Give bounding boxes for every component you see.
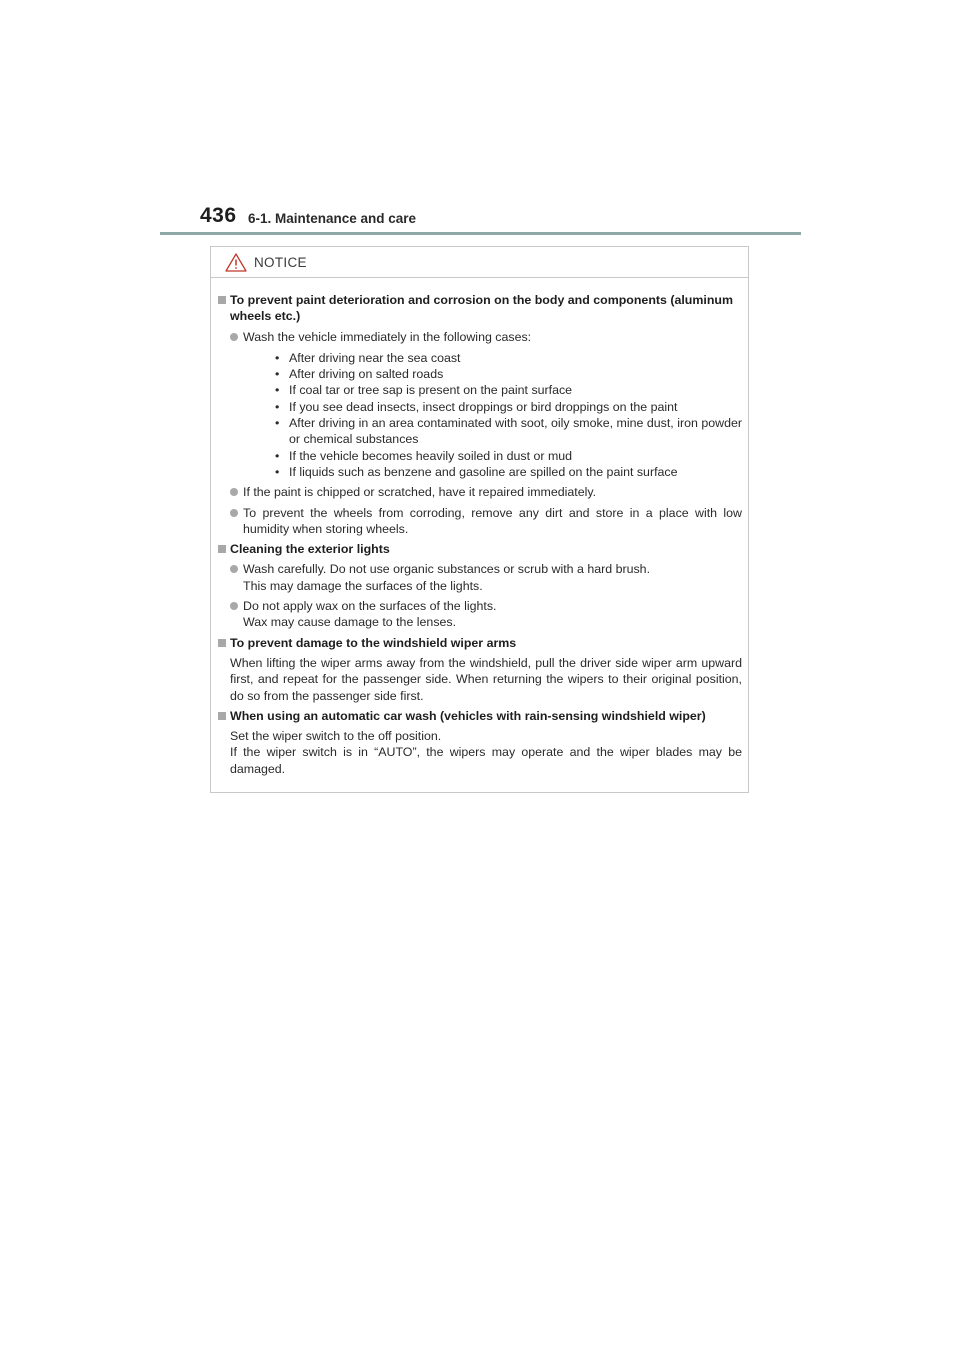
section-heading-text: When using an automatic car wash (vehicles with rain-sensing windshield wiper) [230,708,706,723]
circle-bullet-icon [230,602,238,610]
section-heading [218,708,742,724]
wash-case-item: • If coal tar or tree sap is present on the paint surface [275,383,573,398]
list-item [218,329,742,481]
section-title: 6-1. Maintenance and care [248,211,417,226]
section-paint-protection [218,292,742,537]
paragraph-line: Set the wiper switch to the off position. [230,729,442,744]
wash-case-item: • After driving on salted roads [275,367,444,382]
square-bullet-icon [218,712,226,720]
section-heading-text: Cleaning the exterior lights [230,542,390,557]
square-bullet-icon [218,639,226,647]
circle-bullet-icon [230,565,238,573]
notice-label: NOTICE [254,255,307,270]
list-item [218,484,742,500]
notice-body [211,278,748,777]
section-exterior-lights [218,541,742,630]
square-bullet-icon [218,296,226,304]
list-item-text: Wash carefully. Do not use organic substances or scrub with a hard brush. [243,562,651,577]
list-item [218,598,742,631]
list-item [218,505,742,538]
section-heading [218,292,742,325]
section-heading [218,635,742,651]
section-automatic-car-wash [218,708,742,777]
list-item-text: If the paint is chipped or scratched, have it repaired immediately. [243,485,597,500]
wash-cases-list [243,350,742,480]
page-number: 436 [200,204,237,227]
wash-case-item: • If liquids such as benzene and gasoline are spilled on the paint surface [275,464,678,479]
list-item [218,561,742,594]
circle-bullet-icon [230,333,238,341]
paragraph-line: If the wiper switch is in “AUTO”, the wipers may operate and the wiper blades may be damaged. [230,745,742,776]
wash-case-item: • If you see dead insects, insect droppings or bird droppings on the paint [275,399,678,414]
wash-case-item: • After driving near the sea coast [275,350,461,365]
section-heading [218,541,742,557]
list-item-note: Wax may cause damage to the lenses. [243,615,457,630]
section-wiper-arms [218,635,742,704]
list-item-text: Wash the vehicle immediately in the following cases: [243,329,532,344]
section-paragraph: When lifting the wiper arms away from the windshield, pull the driver side wiper arm upward first, and repeat for the passenger side. When returning the wipers to their original position, do so from the passenger side first. [230,655,742,703]
section-heading-text: To prevent paint deterioration and corrosion on the body and components (aluminum wheels etc.) [230,293,733,324]
list-item-text: Do not apply wax on the surfaces of the lights. [243,599,497,614]
notice-header [211,247,748,278]
list-item-text: To prevent the wheels from corroding, remove any dirt and store in a place with low humidity when storing wheels. [243,505,742,536]
wash-case-item: • If the vehicle becomes heavily soiled in dust or mud [275,448,573,463]
header-rule [160,232,801,235]
circle-bullet-icon [230,509,238,517]
wash-case-item: • After driving in an area contaminated with soot, oily smoke, mine dust, iron powder or chemical substances [275,416,742,447]
square-bullet-icon [218,545,226,553]
warning-triangle-icon [225,253,247,272]
section-heading-text: To prevent damage to the windshield wiper arms [230,635,517,650]
circle-bullet-icon [230,488,238,496]
section-paragraph [218,728,742,777]
page-header [200,204,800,232]
notice-box [210,246,749,793]
list-item-note: This may damage the surfaces of the lights. [243,578,483,593]
